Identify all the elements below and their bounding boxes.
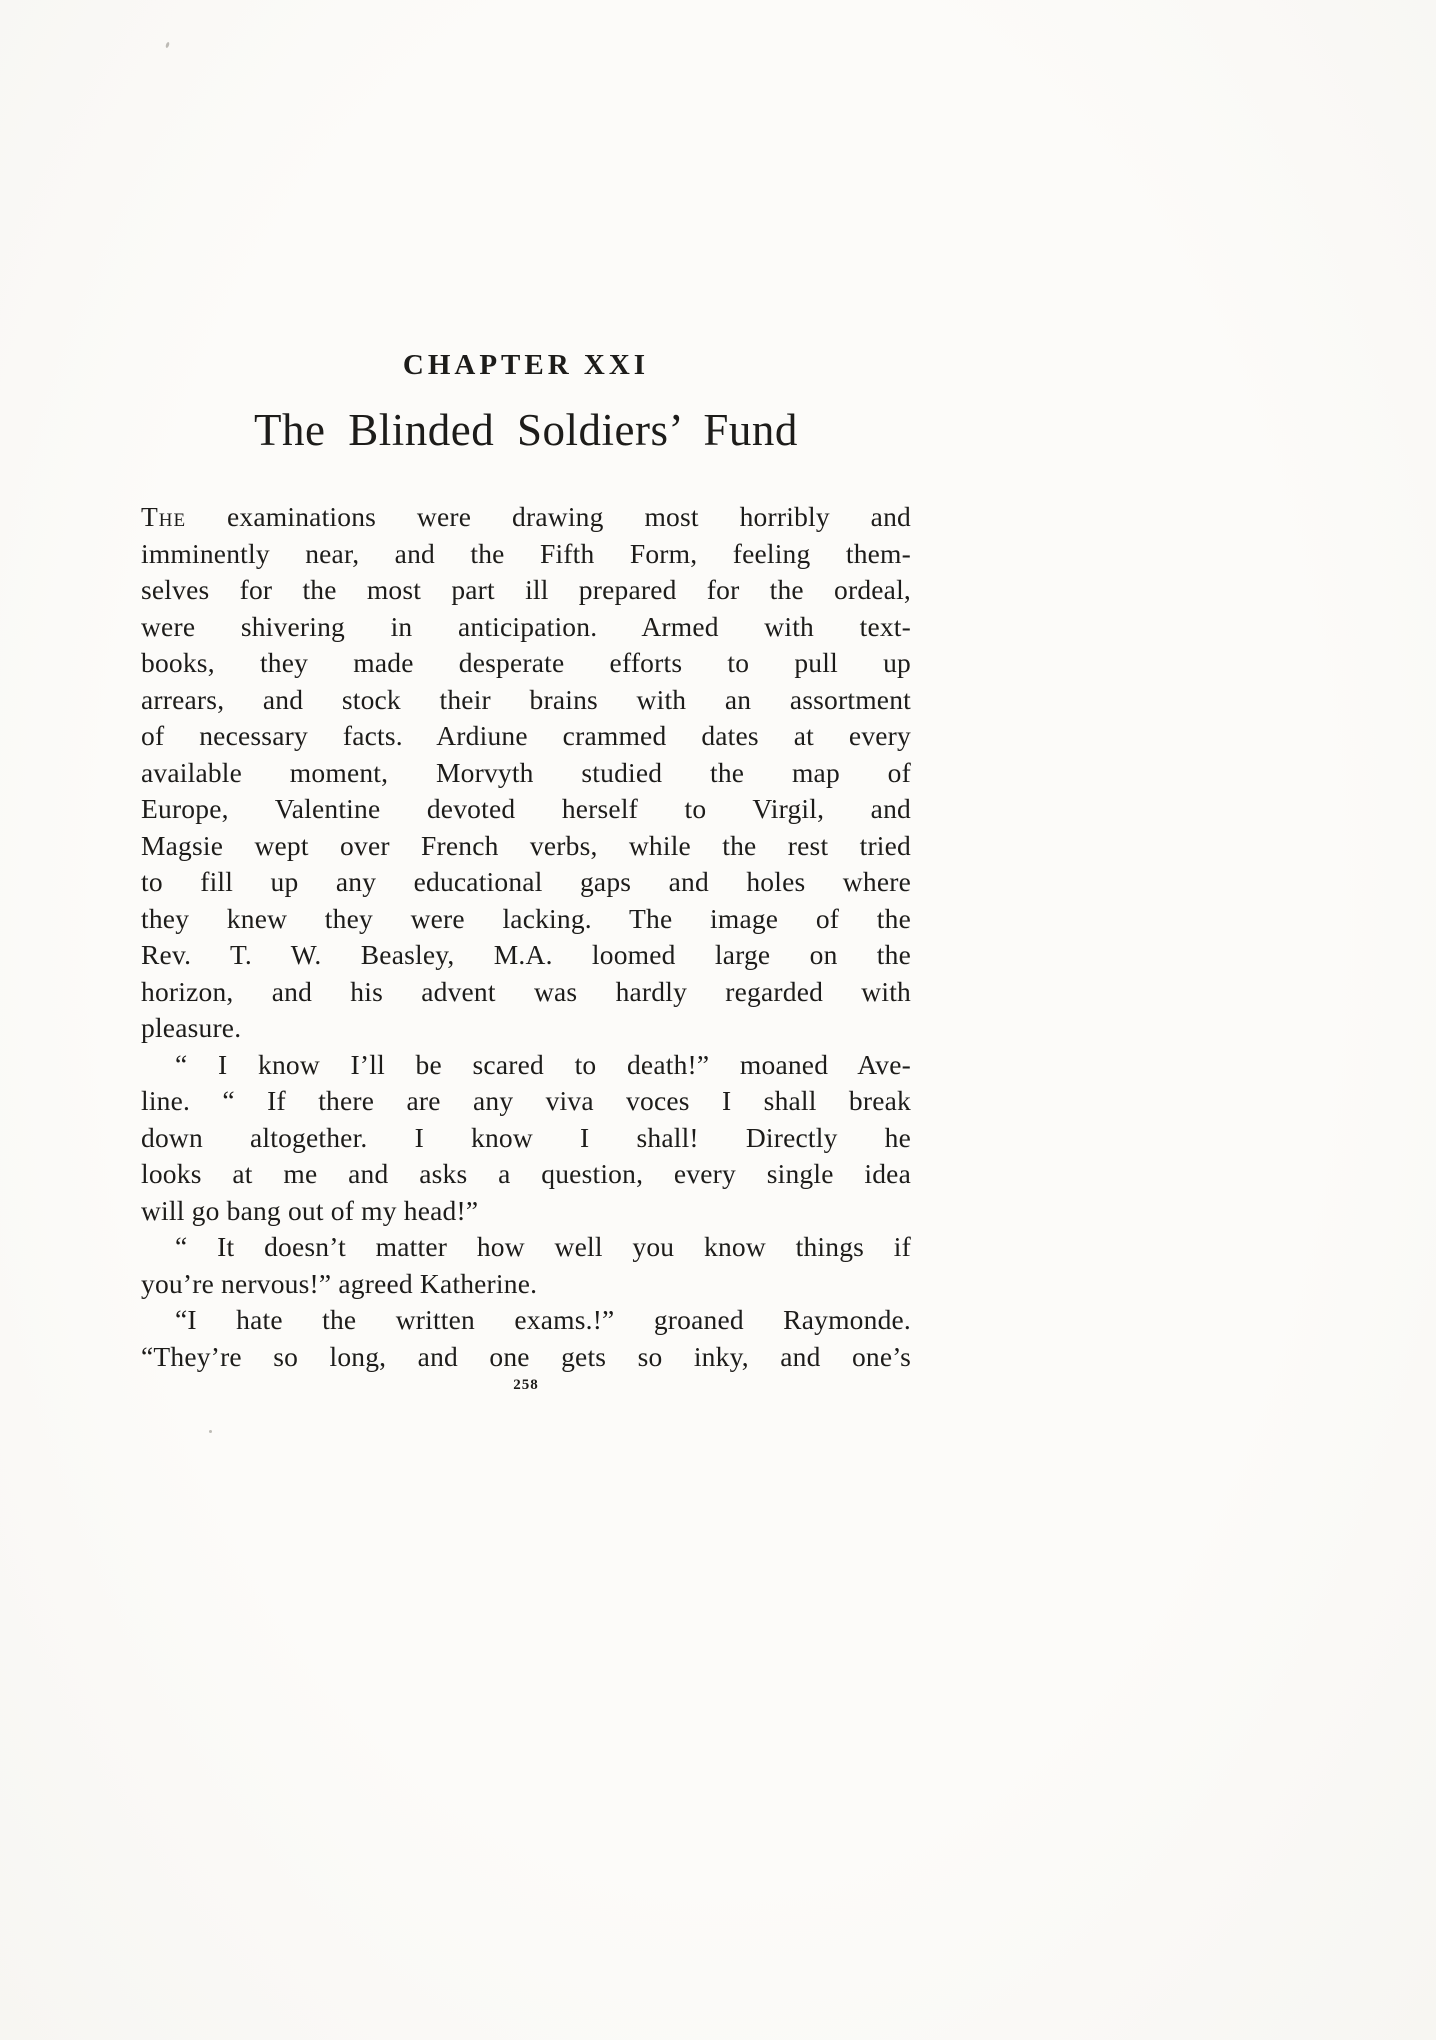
body-text xyxy=(141,499,911,1375)
text-line: to fill up any educational gaps and holes where xyxy=(141,866,911,897)
text-line: Magsie wept over French verbs, while the rest tried xyxy=(141,829,911,861)
text-line: “I hate the written exams.!” groaned Raymonde. xyxy=(175,1304,911,1335)
paragraph xyxy=(141,499,911,1047)
text-line: selves for the most part ill prepared for the ordeal, xyxy=(141,574,911,605)
text-column xyxy=(141,0,911,2040)
text-line: you’re nervous!” agreed Katherine. xyxy=(141,1267,538,1299)
smallcaps-lead: The xyxy=(141,501,187,532)
text-line: Rev. T. W. Beasley, M.A. loomed large on the xyxy=(141,939,911,970)
text-line: imminently near, and the Fifth Form, feeling them- xyxy=(141,537,911,569)
text-line: “ It doesn’t matter how well you know things if xyxy=(175,1231,911,1262)
chapter-title: The Blinded Soldiers’ Fund xyxy=(254,405,798,455)
text-line: they knew they were lacking. The image of the xyxy=(141,902,911,934)
paragraph xyxy=(141,1047,911,1230)
text-line: available moment, Morvyth studied the map of xyxy=(141,756,911,788)
text-line: were shivering in anticipation. Armed with text- xyxy=(141,610,911,642)
text-line: “They’re so long, and one gets so inky, and one’s xyxy=(141,1340,911,1372)
paragraph xyxy=(141,1302,911,1375)
text-line: of necessary facts. Ardiune crammed dates at every xyxy=(141,720,911,751)
chapter-heading: CHAPTER XXI xyxy=(402,349,650,381)
paragraph xyxy=(141,1229,911,1302)
text-line: looks at me and asks a question, every single idea xyxy=(141,1158,911,1189)
text-line: down altogether. I know I shall! Directly he xyxy=(141,1121,911,1153)
text-line: arrears, and stock their brains with an assortment xyxy=(141,683,911,715)
text-line: horizon, and his advent was hardly regarded with xyxy=(141,975,911,1007)
text-line: line. “ If there are any viva voces I shall break xyxy=(141,1085,911,1116)
text-line: pleasure. xyxy=(141,1012,242,1043)
page-number: 258 xyxy=(513,1377,539,1393)
text-line: The examinations were drawing most horribly and xyxy=(141,501,911,532)
text-line: books, they made desperate efforts to pull up xyxy=(141,647,911,678)
text-line: “ I know I’ll be scared to death!” moaned Ave- xyxy=(175,1048,911,1080)
text-line: Europe, Valentine devoted herself to Virgil, and xyxy=(141,793,911,824)
text-line: will go bang out of my head!” xyxy=(141,1194,479,1226)
